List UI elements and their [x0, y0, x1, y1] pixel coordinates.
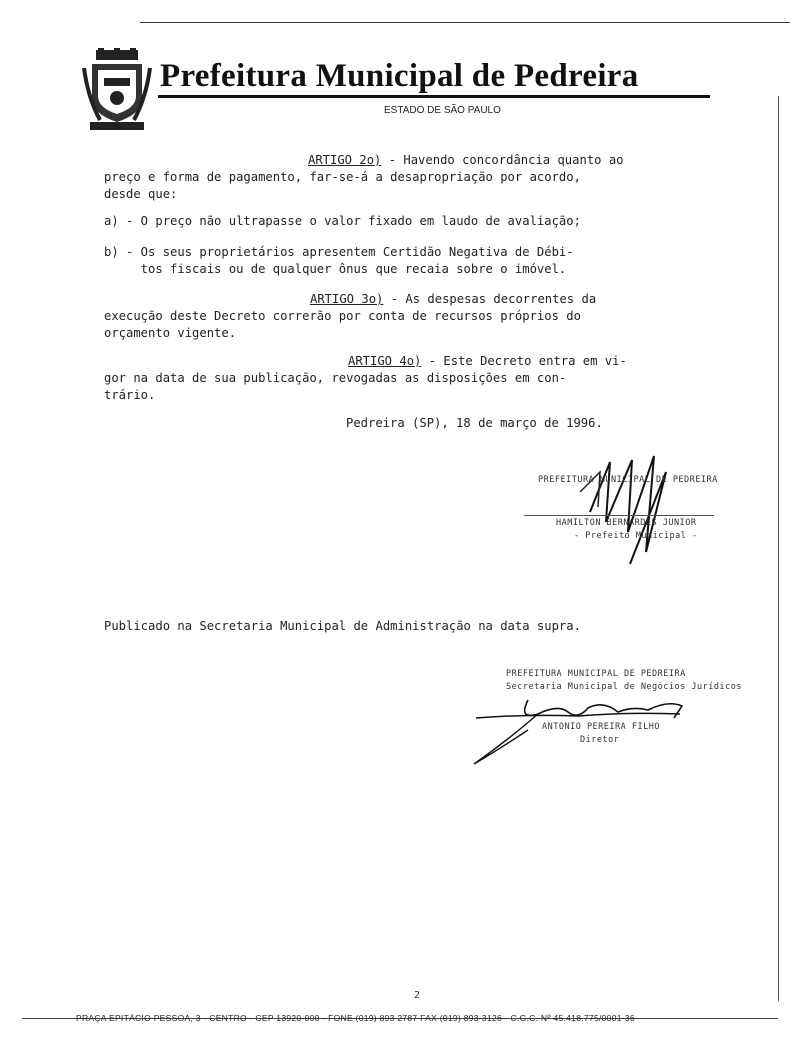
article-4-heading: ARTIGO 4o): [348, 354, 422, 368]
title-underline: [158, 95, 710, 98]
secretary-signature-header: PREFEITURA MUNICIPAL DE PEDREIRA: [506, 669, 686, 679]
date-line: Pedreira (SP), 18 de março de 1996.: [346, 416, 603, 430]
page-number: 2: [414, 990, 421, 1001]
article-4-line-3: trário.: [104, 388, 156, 402]
item-b-line-2: tos fiscais ou de qualquer ônus que recaia sobre o imóvel.: [104, 262, 567, 276]
footer-address: PRAÇA EPITÁCIO PESSOA, 3 - CENTRO - CEP 13920-000 - FONE (019) 893 2787 FAX (019) 893-3126 - C.G.C. Nº 45.418.775/0001-36: [76, 1013, 635, 1023]
secretary-role: Diretor: [580, 735, 620, 745]
article-4-line-2: gor na data de sua publicação, revogadas as disposições em con-: [104, 371, 567, 385]
article-3-line-2: execução deste Decreto correrão por conta de recursos próprios do: [104, 309, 581, 323]
article-2-line-3: desde que:: [104, 187, 178, 201]
mayor-signature-rule: [524, 515, 714, 516]
right-border-line: [778, 96, 779, 1001]
secretary-department: Secretaria Municipal de Negócios Jurídicos: [506, 682, 742, 692]
article-3-heading: ARTIGO 3o): [310, 292, 384, 306]
article-4-text: - Este Decreto entra em vi-: [421, 354, 627, 368]
secretary-name: ANTONIO PEREIRA FILHO: [542, 722, 660, 732]
state-subtitle: ESTADO DE SÃO PAULO: [384, 105, 501, 116]
top-border-line: [140, 22, 790, 23]
article-3-first-line: [310, 291, 596, 308]
article-3-line-3: orçamento vigente.: [104, 326, 237, 340]
mayor-signature-icon: [570, 452, 690, 567]
article-2-text: - Havendo concordância quanto ao: [381, 153, 624, 167]
mayor-name: HAMILTON BERNARDES JUNIOR: [556, 518, 697, 528]
published-line: Publicado na Secretaria Municipal de Administração na data supra.: [104, 619, 581, 633]
municipal-coat-of-arms-icon: [82, 48, 152, 132]
article-2-line-2: preço e forma de pagamento, far-se-á a desapropriação por acordo,: [104, 170, 581, 184]
item-a: a) - O preço não ultrapasse o valor fixado em laudo de avaliação;: [104, 214, 581, 228]
mayor-role: - Prefeito Municipal -: [574, 531, 698, 541]
article-2-first-line: [308, 152, 624, 169]
page-title: Prefeitura Municipal de Pedreira: [160, 58, 639, 94]
article-4-first-line: [348, 353, 627, 370]
mayor-signature-header: PREFEITURA MUNICIPAL DE PEDREIRA: [538, 475, 718, 485]
item-b-line-1: b) - Os seus proprietários apresentem Certidão Negativa de Débi-: [104, 245, 574, 259]
article-2-heading: ARTIGO 2o): [308, 153, 382, 167]
article-3-text: - As despesas decorrentes da: [383, 292, 597, 306]
